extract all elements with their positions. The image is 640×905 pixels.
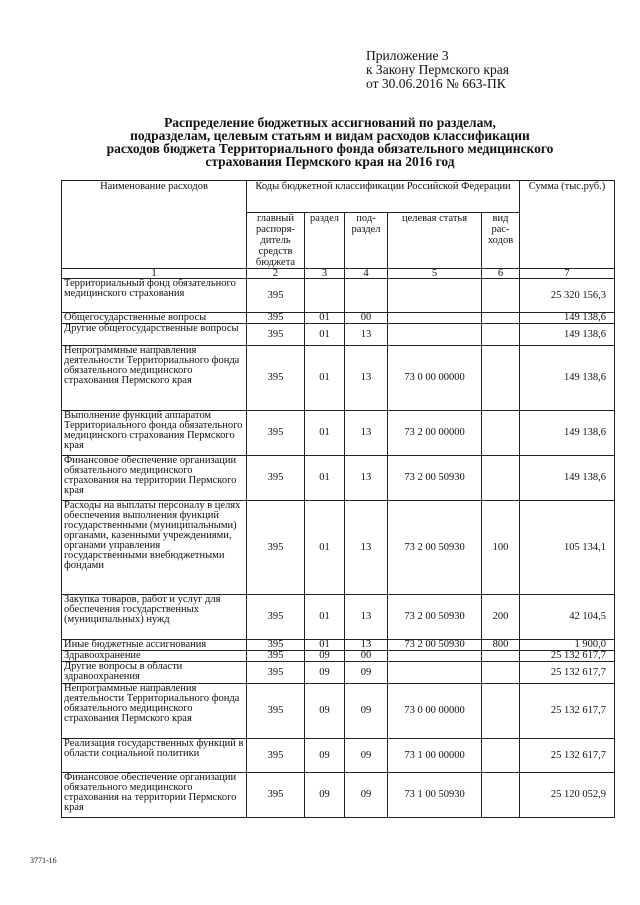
- row-target: [388, 662, 482, 684]
- header-sum: Сумма (тыс.руб.): [520, 181, 615, 269]
- appendix-date: от 30.06.2016 № 663-ПК: [366, 76, 506, 91]
- row-section: 01: [305, 640, 345, 651]
- header-type: вид рас-ходов: [482, 213, 520, 269]
- table-row: [62, 501, 615, 595]
- appendix-number: Приложение 3: [366, 48, 449, 63]
- row-section: 09: [305, 662, 345, 684]
- row-sum: 25 132 617,7: [520, 684, 615, 739]
- row-section: [305, 279, 345, 313]
- table-row: [62, 662, 615, 684]
- row-type: [482, 684, 520, 739]
- row-grbs: 395: [247, 501, 305, 595]
- row-name: Закупка товаров, работ и услуг для обеспечения государственных (муниципальных) нужд: [62, 595, 247, 640]
- row-section: 09: [305, 684, 345, 739]
- row-section: 09: [305, 651, 345, 662]
- table-row: [62, 411, 615, 456]
- row-target: 73 2 00 50930: [388, 501, 482, 595]
- row-subsection: [345, 279, 388, 313]
- header-subsection: под-раздел: [345, 213, 388, 269]
- row-target: 73 1 00 50930: [388, 773, 482, 818]
- header-grbs: главный распоря-дитель средств бюджета: [247, 213, 305, 269]
- row-type: 100: [482, 501, 520, 595]
- table-row: [62, 456, 615, 501]
- title-line-2: подразделам, целевым статьям и видам расходов классификации: [130, 128, 530, 143]
- row-sum: 149 138,6: [520, 411, 615, 456]
- row-grbs: 395: [247, 684, 305, 739]
- row-grbs: 395: [247, 279, 305, 313]
- row-name: Финансовое обеспечение организации обязательного медицинского страхования на территории Пермского края: [62, 456, 247, 501]
- row-subsection: 00: [345, 313, 388, 324]
- row-grbs: 395: [247, 662, 305, 684]
- row-sum: 149 138,6: [520, 313, 615, 324]
- row-name: Другие вопросы в области здравоохранения: [62, 662, 247, 684]
- row-section: 01: [305, 456, 345, 501]
- row-subsection: 13: [345, 595, 388, 640]
- row-type: [482, 739, 520, 773]
- table-row: [62, 684, 615, 739]
- row-grbs: 395: [247, 456, 305, 501]
- row-target: 73 0 00 00000: [388, 684, 482, 739]
- row-target: [388, 279, 482, 313]
- header-name: Наименование расходов: [62, 181, 247, 269]
- row-target: 73 2 00 50930: [388, 456, 482, 501]
- row-type: [482, 411, 520, 456]
- row-name: Здравоохранение: [62, 651, 247, 662]
- table-row: [62, 346, 615, 411]
- col-number: 2: [247, 269, 305, 279]
- row-name: Непрограммные направления деятельности Территориального фонда обязательного медицинского страхования Пермского края: [62, 346, 247, 411]
- row-grbs: 395: [247, 313, 305, 324]
- row-section: 01: [305, 595, 345, 640]
- col-number: 7: [520, 269, 615, 279]
- row-type: [482, 456, 520, 501]
- row-name: Территориальный фонд обязательного медицинского страхования: [62, 279, 247, 313]
- budget-table: [61, 180, 615, 818]
- row-subsection: 09: [345, 662, 388, 684]
- row-target: 73 0 00 00000: [388, 346, 482, 411]
- row-subsection: 13: [345, 411, 388, 456]
- row-type: [482, 651, 520, 662]
- row-grbs: 395: [247, 595, 305, 640]
- row-section: 09: [305, 773, 345, 818]
- row-section: 09: [305, 739, 345, 773]
- col-number: 6: [482, 269, 520, 279]
- row-type: [482, 773, 520, 818]
- table-row: [62, 773, 615, 818]
- row-sum: 42 104,5: [520, 595, 615, 640]
- row-subsection: 09: [345, 739, 388, 773]
- document-code: 3771-16: [30, 856, 57, 865]
- row-name: Общегосударственные вопросы: [62, 313, 247, 324]
- row-name: Другие общегосударственные вопросы: [62, 324, 247, 346]
- header-target: целевая статья: [388, 213, 482, 269]
- row-sum: 149 138,6: [520, 456, 615, 501]
- row-grbs: 395: [247, 640, 305, 651]
- row-subsection: 09: [345, 684, 388, 739]
- row-name: Непрограммные направления деятельности Территориального фонда обязательного медицинского страхования Пермского края: [62, 684, 247, 739]
- row-section: 01: [305, 324, 345, 346]
- row-name: Выполнение функций аппаратом Территориального фонда обязательного медицинского страхования Пермского края: [62, 411, 247, 456]
- row-type: [482, 346, 520, 411]
- row-grbs: 395: [247, 411, 305, 456]
- table-row: [62, 324, 615, 346]
- row-sum: 149 138,6: [520, 346, 615, 411]
- row-name: Финансовое обеспечение организации обязательного медицинского страхования на территории Пермского края: [62, 773, 247, 818]
- row-grbs: 395: [247, 346, 305, 411]
- row-name: Иные бюджетные ассигнования: [62, 640, 247, 651]
- row-sum: 25 132 617,7: [520, 651, 615, 662]
- appendix-header: [366, 49, 509, 91]
- row-target: 73 2 00 00000: [388, 411, 482, 456]
- table-row: [62, 640, 615, 651]
- row-target: 73 2 00 50930: [388, 640, 482, 651]
- row-target: 73 2 00 50930: [388, 595, 482, 640]
- row-grbs: 395: [247, 773, 305, 818]
- table-row: [62, 313, 615, 324]
- row-subsection: 13: [345, 456, 388, 501]
- row-type: [482, 279, 520, 313]
- col-number: 1: [62, 269, 247, 279]
- row-sum: 25 120 052,9: [520, 773, 615, 818]
- row-section: 01: [305, 501, 345, 595]
- title-line-3: расходов бюджета Территориального фонда обязательного медицинского: [106, 141, 554, 156]
- row-sum: 25 320 156,3: [520, 279, 615, 313]
- row-subsection: 13: [345, 346, 388, 411]
- row-subsection: 00: [345, 651, 388, 662]
- title-line-4: страхования Пермского края на 2016 год: [205, 154, 455, 169]
- row-sum: 149 138,6: [520, 324, 615, 346]
- row-subsection: 09: [345, 773, 388, 818]
- row-name: Расходы на выплаты персоналу в целях обеспечения выполнения функций государственными (муниципальными) органами, казенными учреждениями, органами управления государственными внебюджетными фондами: [62, 501, 247, 595]
- title-line-1: Распределение бюджетных ассигнований по разделам,: [164, 115, 496, 130]
- row-type: [482, 313, 520, 324]
- row-target: [388, 313, 482, 324]
- col-number: 5: [388, 269, 482, 279]
- row-subsection: 13: [345, 501, 388, 595]
- row-type: 200: [482, 595, 520, 640]
- row-target: 73 1 00 00000: [388, 739, 482, 773]
- row-grbs: 395: [247, 324, 305, 346]
- col-number: 3: [305, 269, 345, 279]
- document-title: [60, 116, 600, 168]
- row-subsection: 13: [345, 324, 388, 346]
- row-sum: 105 134,1: [520, 501, 615, 595]
- row-name: Реализация государственных функций в области социальной политики: [62, 739, 247, 773]
- appendix-law: к Закону Пермского края: [366, 62, 509, 77]
- row-grbs: 395: [247, 739, 305, 773]
- row-subsection: 13: [345, 640, 388, 651]
- table-row: [62, 739, 615, 773]
- row-target: [388, 651, 482, 662]
- column-number-row: [62, 269, 615, 279]
- col-number: 4: [345, 269, 388, 279]
- row-section: 01: [305, 346, 345, 411]
- row-section: 01: [305, 411, 345, 456]
- row-target: [388, 324, 482, 346]
- row-section: 01: [305, 313, 345, 324]
- row-sum: 1 900,0: [520, 640, 615, 651]
- row-grbs: 395: [247, 651, 305, 662]
- row-type: [482, 324, 520, 346]
- row-sum: 25 132 617,7: [520, 739, 615, 773]
- table-row: [62, 651, 615, 662]
- table-row: [62, 279, 615, 313]
- row-type: 800: [482, 640, 520, 651]
- table-row: [62, 595, 615, 640]
- header-codes: Коды бюджетной классификации Российской Федерации: [247, 181, 520, 213]
- header-section: раздел: [305, 213, 345, 269]
- row-type: [482, 662, 520, 684]
- row-sum: 25 132 617,7: [520, 662, 615, 684]
